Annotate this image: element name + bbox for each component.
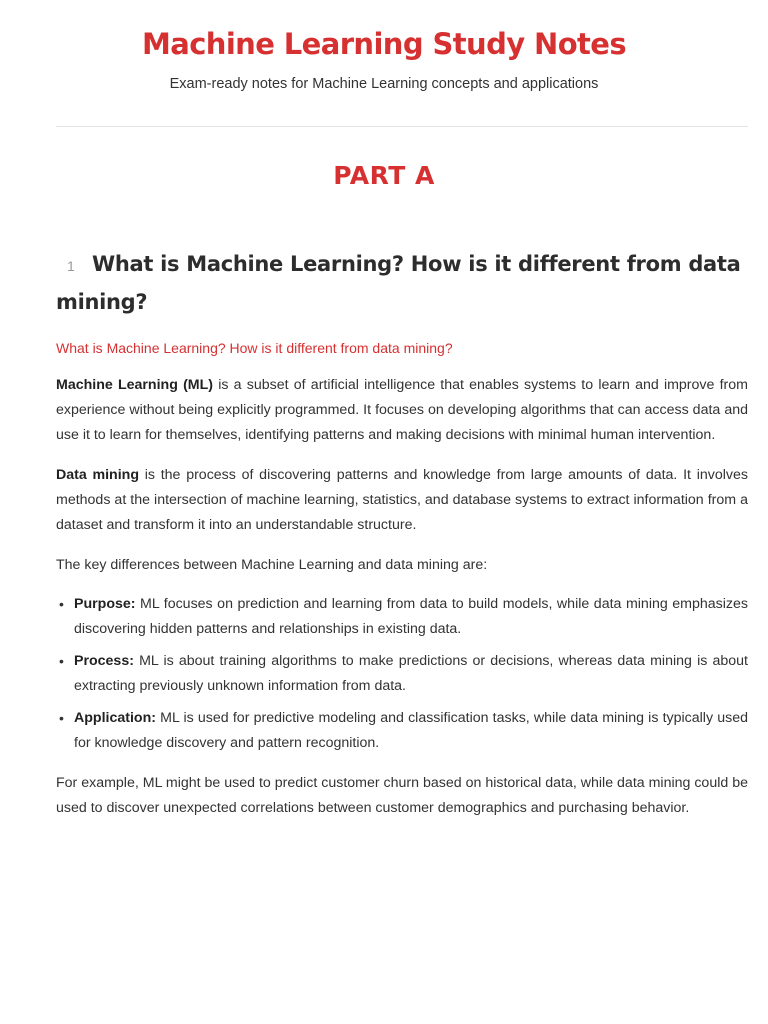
question-title: What is Machine Learning? How is it different from data mining?	[56, 252, 741, 314]
list-item-term: Process:	[74, 653, 134, 669]
ml-definition-paragraph	[56, 373, 748, 448]
example-paragraph: For example, ML might be used to predict customer churn based on historical data, while data mining could be used to discover unexpected correlations between customer demographics and purchasing behavior.	[56, 775, 748, 816]
question-number: 1	[67, 258, 75, 274]
ml-term: Machine Learning (ML)	[56, 377, 214, 393]
question-section	[56, 246, 749, 821]
list-item-text: ML is used for predictive modeling and classification tasks, while data mining is typically used for knowledge discovery and pattern recognition.	[74, 710, 748, 751]
list-item-term: Application:	[74, 710, 156, 726]
list-item-text: ML focuses on prediction and learning from data to build models, while data mining emphasizes discovering hidden patterns and relationships in existing data.	[74, 596, 748, 637]
ml-definition-text: is a subset of artificial intelligence that enables systems to learn and improve from experience without being explicitly programmed. It focuses on developing algorithms that can access data and use it to learn for themselves, identifying patterns and making decisions with minimal human intervention.	[56, 377, 748, 443]
differences-list	[56, 592, 748, 756]
document-title: Machine Learning Study Notes	[141, 27, 627, 61]
question-heading	[56, 246, 748, 320]
dm-definition-text: is the process of discovering patterns and knowledge from large amounts of data. It involves methods at the intersection of machine learning, statistics, and database systems to extract information from a dataset and transform it into an understandable structure.	[56, 467, 748, 533]
header-divider	[56, 126, 748, 127]
bullet-icon: •	[59, 653, 64, 669]
list-item-text: ML is about training algorithms to make predictions or decisions, whereas data mining is about extracting previously unknown information from data.	[74, 653, 748, 694]
list-item	[56, 592, 748, 642]
part-heading: PART A	[333, 161, 435, 190]
list-item	[56, 706, 748, 756]
dm-term: Data mining	[56, 467, 139, 483]
differences-intro: The key differences between Machine Learning and data mining are:	[56, 557, 488, 573]
bullet-icon: •	[59, 596, 64, 612]
list-item-term: Purpose:	[74, 596, 136, 612]
bullet-icon: •	[59, 710, 64, 726]
dm-definition-paragraph	[56, 463, 748, 538]
document-subtitle: Exam-ready notes for Machine Learning concepts and applications	[169, 76, 599, 92]
list-item	[56, 649, 748, 699]
question-subheading: What is Machine Learning? How is it different from data mining?	[56, 340, 453, 356]
